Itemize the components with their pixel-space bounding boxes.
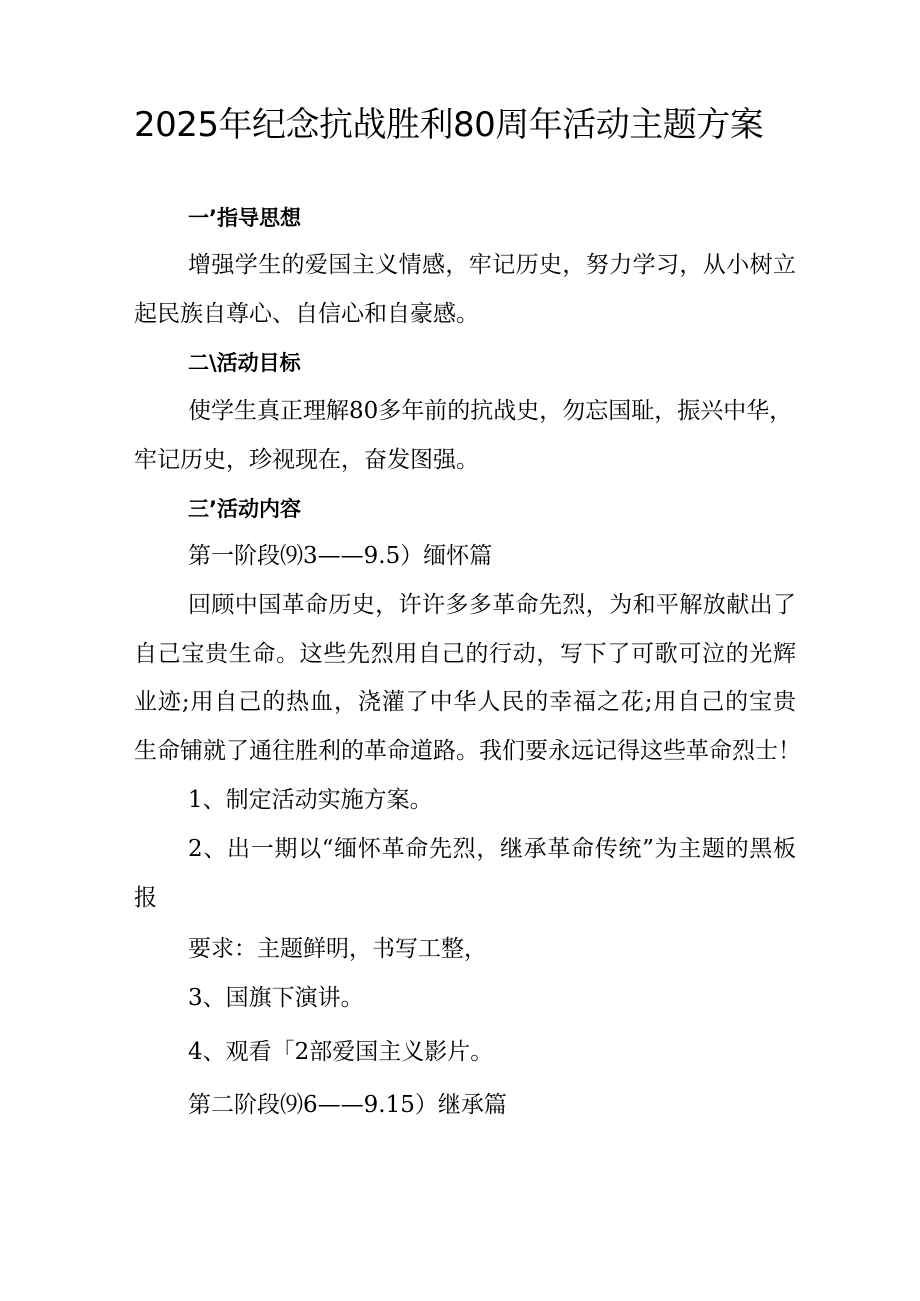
paragraph-line: 回顾中国革命历史，许许多多革命先烈，为和平解放献出了 [188, 592, 796, 618]
stage-title-1: 第一阶段⑼3——9.5）缅怀篇 [188, 543, 493, 569]
section-heading-activity-goal: 二\活动目标 [188, 351, 301, 375]
section-heading-guiding-thought: 一’指导思想 [188, 206, 301, 230]
stage-title-2: 第二阶段⑼6——9.15）继承篇 [188, 1092, 507, 1118]
list-item-2-continuation: 报 [134, 885, 157, 911]
list-item-4: 4、观看「2部爱国主义影片。 [188, 1039, 494, 1065]
paragraph-line: 使学生真正理解80多年前的抗战史，勿忘国耻，振兴中华， [188, 398, 793, 424]
paragraph-line: 牢记历史，珍视现在，奋发图强。 [134, 447, 479, 473]
section-heading-activity-content: 三’活动内容 [188, 497, 301, 521]
paragraph-line: 生命铺就了通往胜利的革命道路。我们要永远记得这些革命烈士！ [134, 738, 801, 764]
paragraph-line: 增强学生的爱国主义情感，牢记历史，努力学习，从小树立 [188, 252, 796, 278]
paragraph-line: 起民族自尊心、自信心和自豪感。 [134, 301, 479, 327]
list-item-1: 1、制定活动实施方案。 [188, 787, 433, 813]
requirement-text: 要求：主题鲜明，书写工整， [188, 936, 487, 962]
list-item-2: 2、出一期以“缅怀革命先烈，继承革命传统”为主题的黑板 [188, 836, 796, 862]
paragraph-line: 自己宝贵生命。这些先烈用自己的行动，写下了可歌可泣的光辉 [134, 641, 796, 667]
document-title: 2025年纪念抗战胜利80周年活动主题方案 [134, 105, 764, 145]
list-item-3: 3、国旗下演讲。 [188, 985, 364, 1011]
paragraph-line: 业迹;用自己的热血，浇灌了中华人民的幸福之花;用自己的宝贵 [134, 689, 796, 715]
